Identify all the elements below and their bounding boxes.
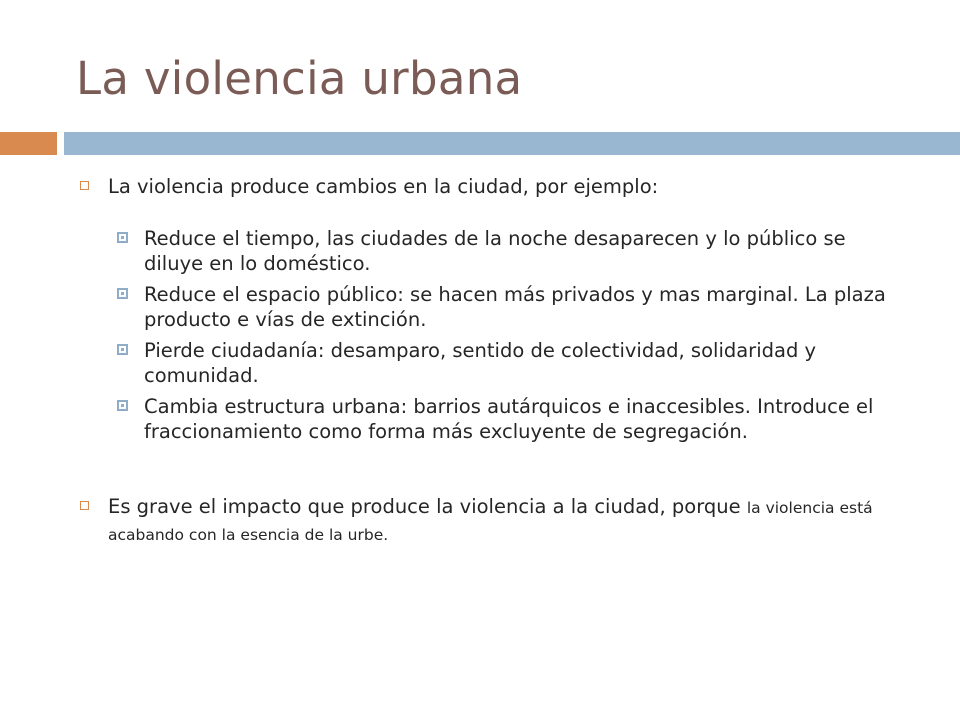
bullet-1 bbox=[80, 174, 910, 199]
slide-title: La violencia urbana bbox=[76, 52, 523, 105]
square-bullet-icon bbox=[117, 232, 128, 243]
bullet-2-text-small: la violencia está acabando con la esencia de la urbe. bbox=[108, 499, 873, 544]
sub-bullet-3 bbox=[80, 338, 910, 388]
sub-bullet-4-text: Cambia estructura urbana: barrios autárquicos e inaccesibles. Introduce el fraccionamiento como forma más excluyente de segregación. bbox=[144, 395, 874, 443]
square-bullet-icon bbox=[117, 344, 128, 355]
accent-bar-orange bbox=[0, 132, 57, 155]
accent-bar-blue bbox=[64, 132, 960, 155]
sub-bullet-1-text: Reduce el tiempo, las ciudades de la noche desaparecen y lo público se diluye en lo doméstico. bbox=[144, 227, 846, 275]
sub-bullet-2 bbox=[80, 282, 910, 332]
sub-bullet-4 bbox=[80, 394, 910, 444]
hollow-square-bullet-icon bbox=[80, 501, 89, 510]
sub-bullet-1 bbox=[80, 226, 910, 276]
bullet-2 bbox=[80, 494, 910, 548]
bullet-2-text: Es grave el impacto que produce la violencia a la ciudad, porque bbox=[108, 495, 747, 518]
bullet-1-text: La violencia produce cambios en la ciudad, por ejemplo: bbox=[108, 175, 659, 198]
sub-bullet-3-text: Pierde ciudadanía: desamparo, sentido de colectividad, solidaridad y comunidad. bbox=[144, 339, 817, 387]
square-bullet-icon bbox=[117, 400, 128, 411]
slide-content bbox=[80, 170, 910, 548]
hollow-square-bullet-icon bbox=[80, 181, 89, 190]
sub-bullet-2-text: Reduce el espacio público: se hacen más privados y mas marginal. La plaza producto e vías de extinción. bbox=[144, 283, 886, 331]
square-bullet-icon bbox=[117, 288, 128, 299]
